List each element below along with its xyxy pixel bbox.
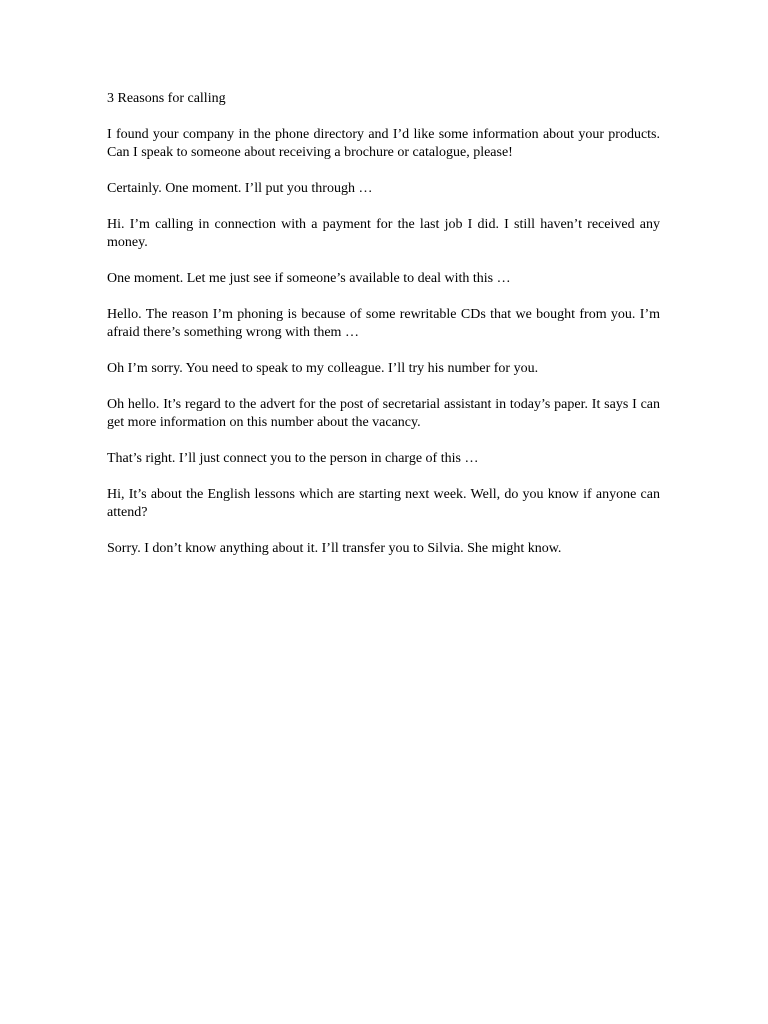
paragraph-6: Oh I’m sorry. You need to speak to my colleague. I’ll try his number for you. bbox=[107, 361, 539, 376]
paragraph-5: Hello. The reason I’m phoning is because of some rewritable CDs that we bought from you. I’m afraid there’s something wrong with them … bbox=[107, 307, 660, 340]
document-title: 3 Reasons for calling bbox=[107, 91, 226, 106]
paragraph-7: Oh hello. It’s regard to the advert for the post of secretarial assistant in today’s paper. It says I can get more information on this number about the vacancy. bbox=[107, 397, 660, 430]
paragraph-1: I found your company in the phone directory and I’d like some information about your products. Can I speak to someone about receiving a brochure or catalogue, please! bbox=[107, 127, 660, 160]
paragraph-8: That’s right. I’ll just connect you to the person in charge of this … bbox=[107, 451, 479, 466]
paragraph-9: Hi, It’s about the English lessons which are starting next week. Well, do you know if anyone can attend? bbox=[107, 487, 660, 520]
paragraph-3: Hi. I’m calling in connection with a payment for the last job I did. I still haven’t received any money. bbox=[107, 217, 660, 250]
paragraph-2: Certainly. One moment. I’ll put you through … bbox=[107, 181, 373, 196]
paragraph-10: Sorry. I don’t know anything about it. I’ll transfer you to Silvia. She might know. bbox=[107, 541, 562, 556]
paragraph-4: One moment. Let me just see if someone’s available to deal with this … bbox=[107, 271, 511, 286]
document-page bbox=[107, 90, 660, 576]
